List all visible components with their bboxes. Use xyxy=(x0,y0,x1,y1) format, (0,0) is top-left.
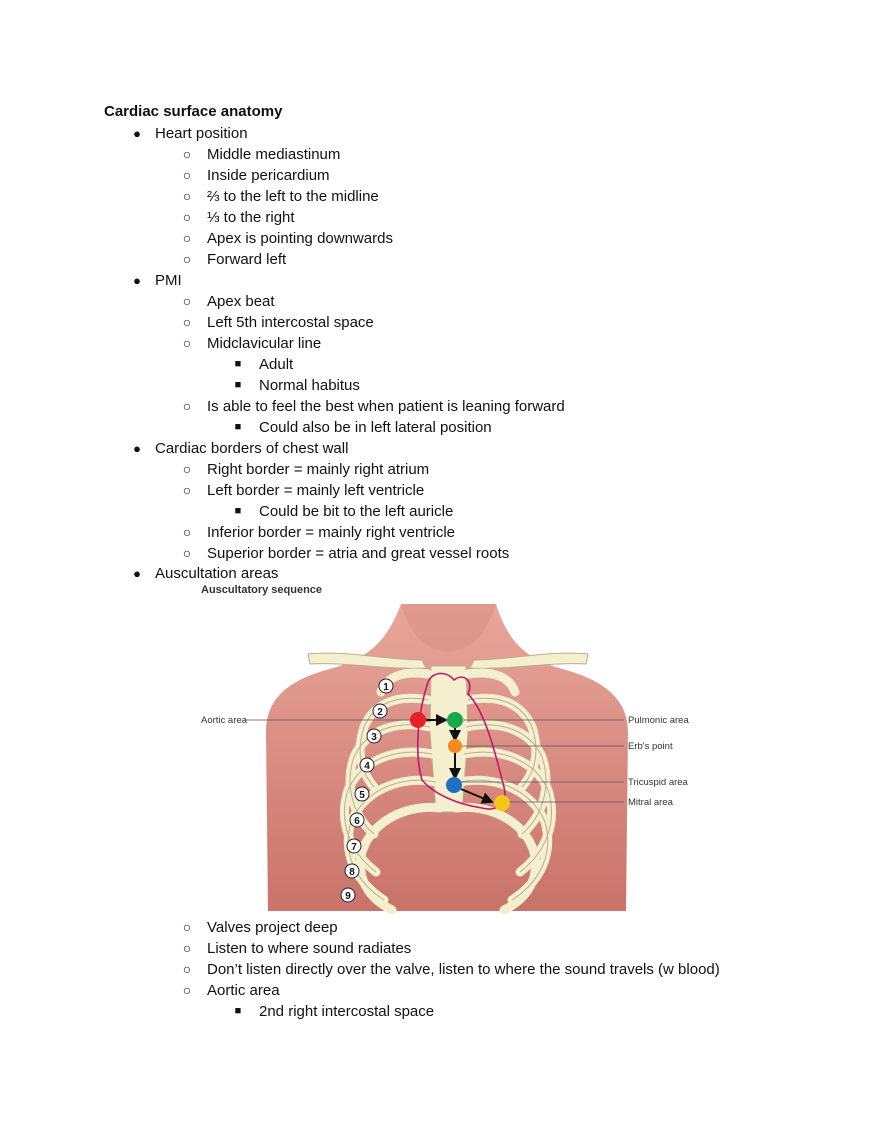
circle-bullet: ○ xyxy=(182,398,192,414)
list-item-text: Heart position xyxy=(155,125,248,142)
rib-number: 6 xyxy=(354,816,360,827)
list-item-text: Normal habitus xyxy=(259,377,360,394)
circle-bullet: ○ xyxy=(182,940,192,956)
circle-bullet: ○ xyxy=(182,524,192,540)
rib-number: 1 xyxy=(383,682,389,693)
tricuspid-area-label: Tricuspid area xyxy=(628,777,688,788)
aortic-area-label: Aortic area xyxy=(201,715,247,726)
figure-heading: Auscultatory sequence xyxy=(201,584,323,596)
list-item-text: Left border = mainly left ventricle xyxy=(207,482,425,499)
square-bullet: ■ xyxy=(234,1005,242,1017)
rib-number: 2 xyxy=(377,707,383,718)
list-item-text: Listen to where sound radiates xyxy=(207,940,412,957)
circle-bullet: ○ xyxy=(182,919,192,935)
circle-bullet: ○ xyxy=(182,482,192,498)
pulmonic-point xyxy=(447,712,463,728)
document-title: Cardiac surface anatomy xyxy=(104,103,283,120)
list-item-text: Apex is pointing downwards xyxy=(207,230,393,247)
circle-bullet: ○ xyxy=(182,251,192,267)
erbs-point-label: Erb's point xyxy=(628,741,673,752)
list-item-text: Superior border = atria and great vessel roots xyxy=(207,545,510,562)
aortic-point xyxy=(410,712,426,728)
disc-bullet: ● xyxy=(133,126,141,141)
circle-bullet: ○ xyxy=(182,230,192,246)
circle-bullet: ○ xyxy=(182,961,192,977)
circle-bullet: ○ xyxy=(182,335,192,351)
list-item-text: Left 5th intercostal space xyxy=(207,314,374,331)
list-item-text: PMI xyxy=(155,272,182,289)
disc-bullet: ● xyxy=(133,566,141,581)
circle-bullet: ○ xyxy=(182,461,192,477)
circle-bullet: ○ xyxy=(182,209,192,225)
list-item-text: Apex beat xyxy=(207,293,275,310)
rib-number: 8 xyxy=(349,867,355,878)
list-item-text: Inside pericardium xyxy=(207,167,330,184)
square-bullet: ■ xyxy=(234,379,242,391)
list-item-text: Valves project deep xyxy=(207,919,338,936)
list-item-text: Could also be in left lateral position xyxy=(259,419,492,436)
mitral-area-label: Mitral area xyxy=(628,797,673,808)
pulmonic-area-label: Pulmonic area xyxy=(628,715,689,726)
list-item-text: Midclavicular line xyxy=(207,335,322,352)
square-bullet: ■ xyxy=(234,505,242,517)
list-item-text: Auscultation areas xyxy=(155,565,279,582)
list-item-text: ⅓ to the right xyxy=(207,209,295,226)
rib-number: 9 xyxy=(345,891,351,902)
square-bullet: ■ xyxy=(234,358,242,370)
circle-bullet: ○ xyxy=(182,293,192,309)
disc-bullet: ● xyxy=(133,441,141,456)
square-bullet: ■ xyxy=(234,421,242,433)
list-item-text: Adult xyxy=(259,356,294,373)
list-item-text: Aortic area xyxy=(207,982,280,999)
list-item-text: Middle mediastinum xyxy=(207,146,341,163)
list-item-text: Is able to feel the best when patient is leaning forward xyxy=(207,398,565,415)
list-item-text: Don’t listen directly over the valve, listen to where the sound travels (w blood) xyxy=(207,961,720,978)
circle-bullet: ○ xyxy=(182,146,192,162)
list-item-text: ⅔ to the left to the midline xyxy=(207,188,379,205)
circle-bullet: ○ xyxy=(182,545,192,561)
mitral-point xyxy=(494,795,510,811)
circle-bullet: ○ xyxy=(182,188,192,204)
circle-bullet: ○ xyxy=(182,982,192,998)
rib-number: 3 xyxy=(371,732,377,743)
tricuspid-point xyxy=(446,777,462,793)
list-item-text: Forward left xyxy=(207,251,287,268)
rib-number: 7 xyxy=(351,842,357,853)
erbs-point xyxy=(448,739,462,753)
list-item-text: Could be bit to the left auricle xyxy=(259,503,454,520)
circle-bullet: ○ xyxy=(182,167,192,183)
list-item-text: Cardiac borders of chest wall xyxy=(155,440,349,457)
disc-bullet: ● xyxy=(133,273,141,288)
list-item-text: 2nd right intercostal space xyxy=(259,1003,435,1020)
rib-number: 5 xyxy=(359,790,365,801)
circle-bullet: ○ xyxy=(182,314,192,330)
list-item-text: Right border = mainly right atrium xyxy=(207,461,430,478)
rib-number: 4 xyxy=(364,761,370,772)
auscultation-figure xyxy=(196,582,696,914)
list-item-text: Inferior border = mainly right ventricle xyxy=(207,524,456,541)
